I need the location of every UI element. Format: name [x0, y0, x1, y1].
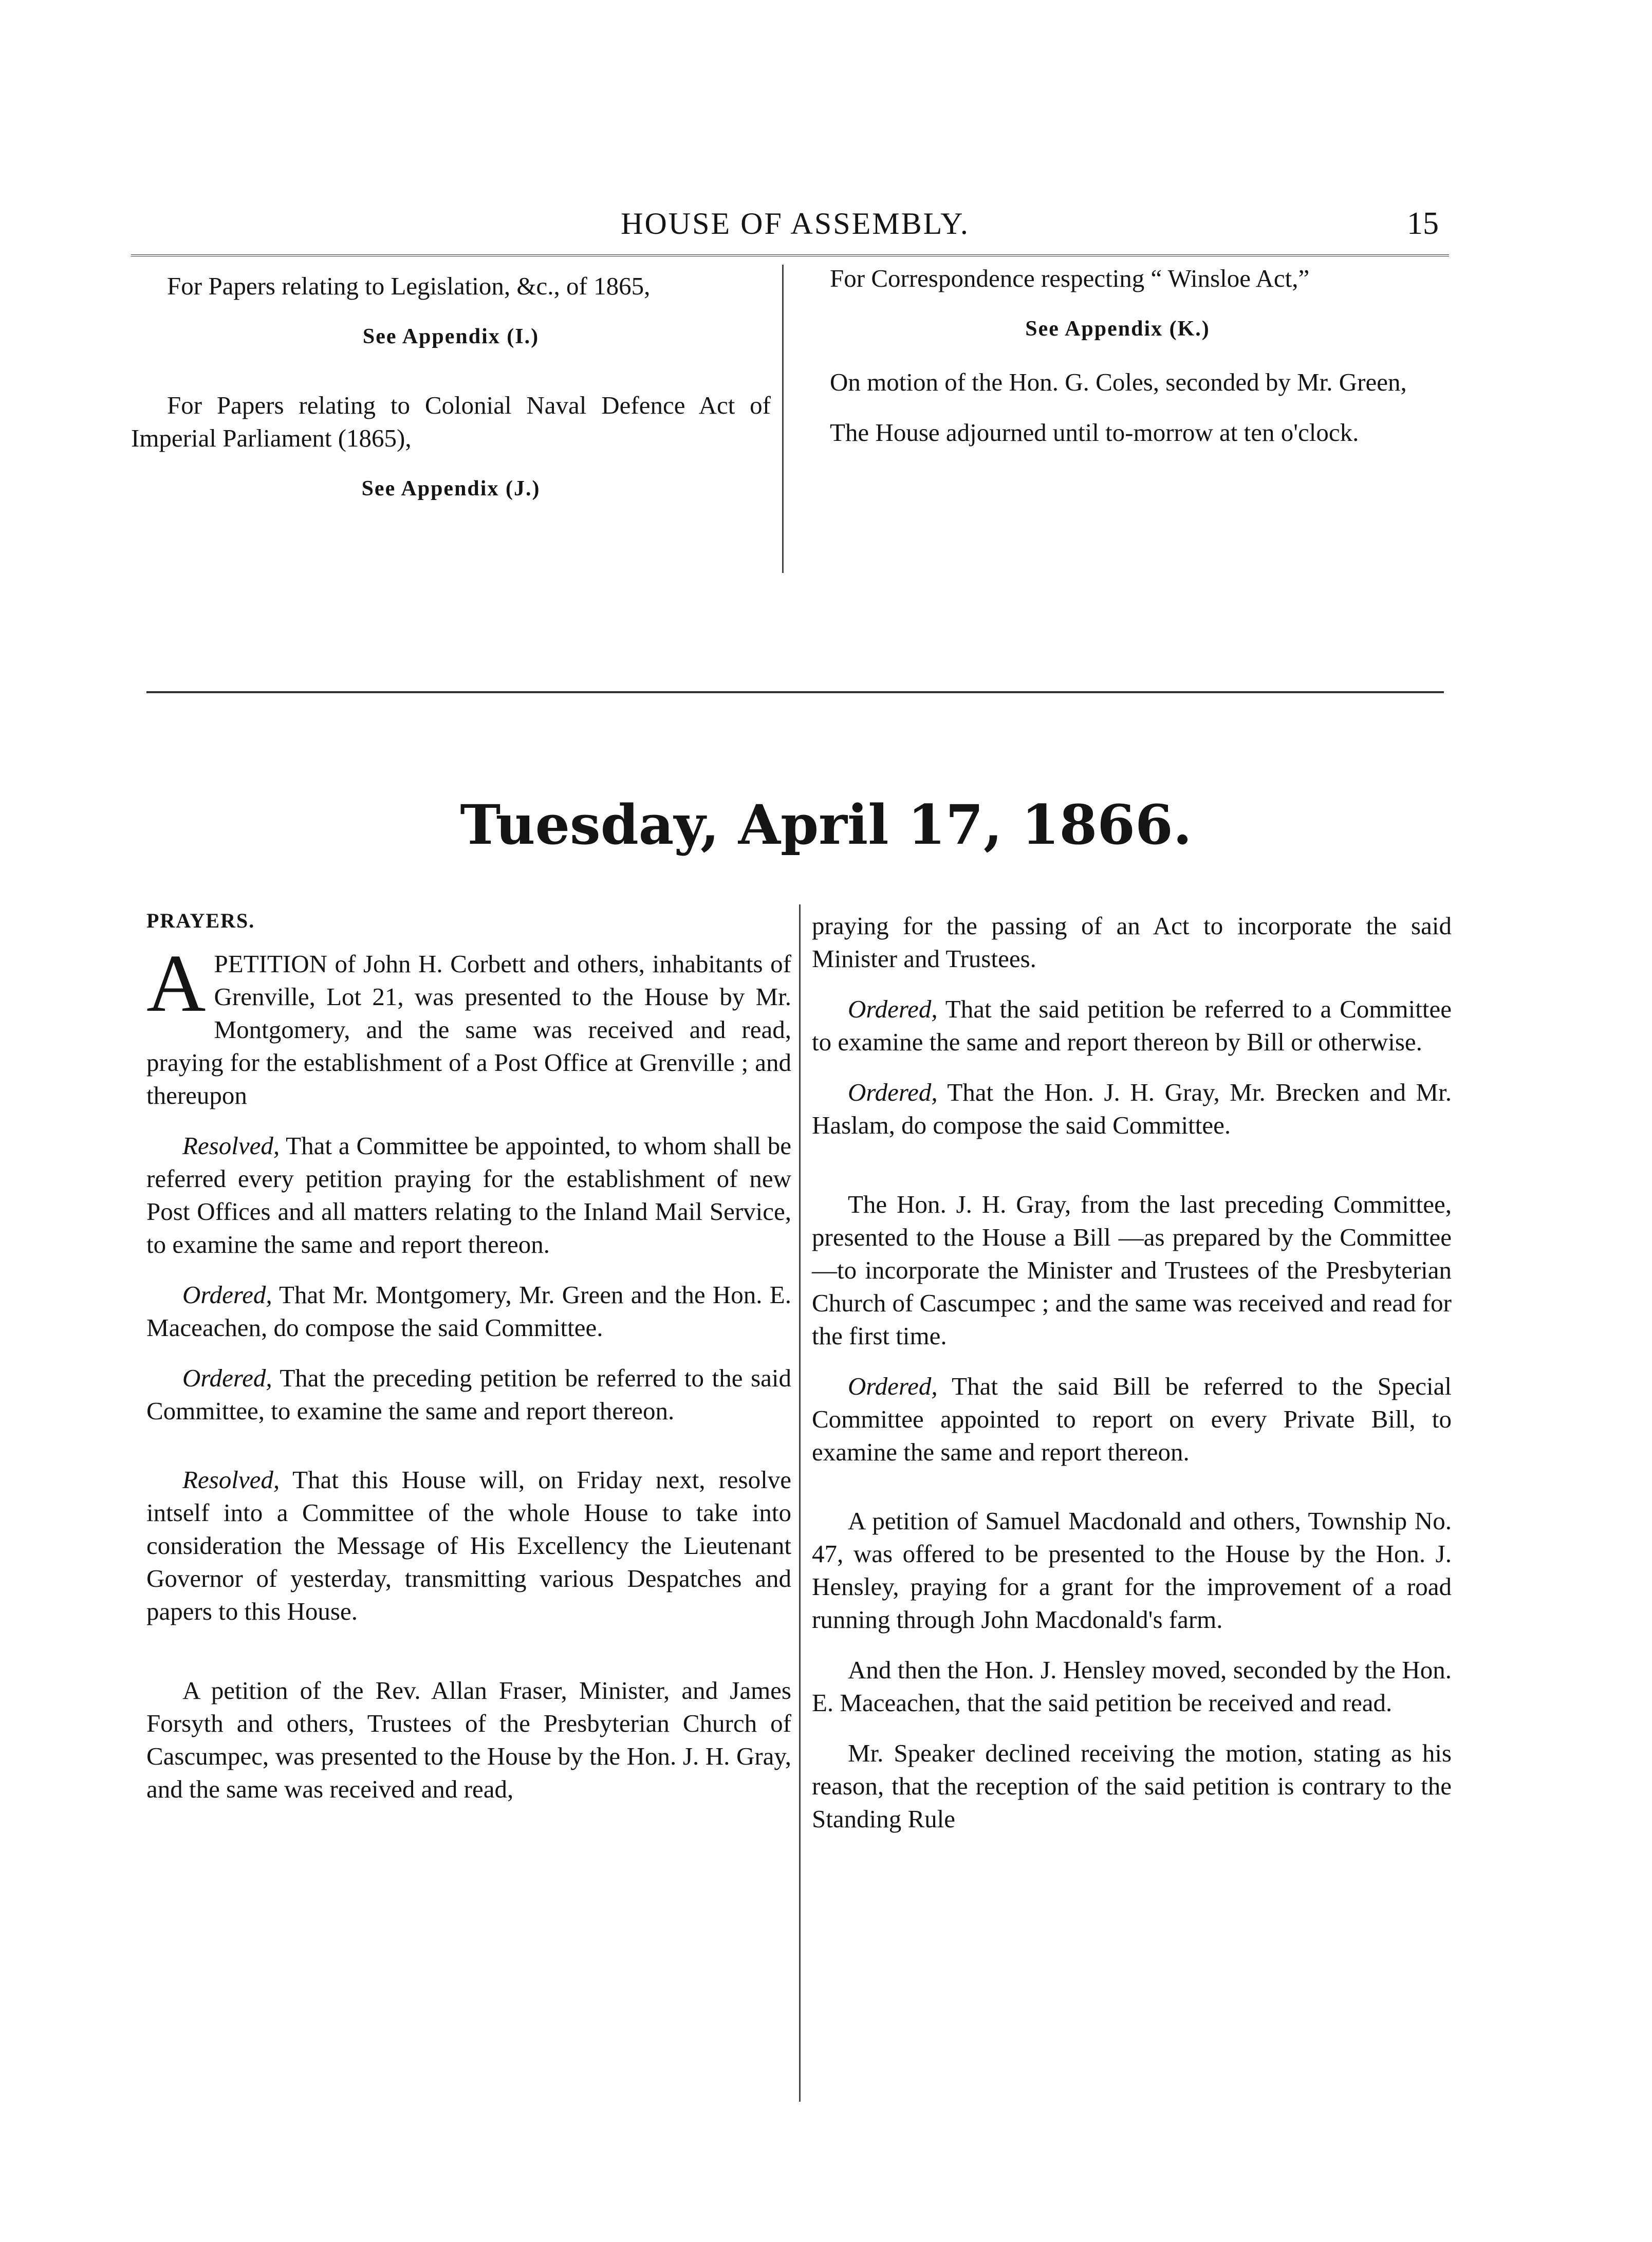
paragraph: APETITION of John H. Corbett and others, inhabitants of Grenville, Lot 21, was presented to the House by Mr. Montgomery, and the same was received and read, praying for the establishment of a Post Office at Grenville ; and thereupon	[146, 937, 791, 1109]
paragraph: A petition of the Rev. Allan Fraser, Minister, and James Forsyth and others, Trustees of the Presbyterian Church of Cascumpec, was presented to the House by the Hon. J. H. Gray, and the same was received and read,	[146, 1676, 791, 1803]
running-title: HOUSE OF ASSEMBLY.	[621, 207, 970, 240]
paragraph: Ordered, That the preceding petition be referred to the said Committee, to examine the same and report thereon.	[146, 1364, 791, 1425]
left-column	[146, 904, 791, 1823]
paragraph: Resolved, That a Committee be appointed, to whom shall be referred every petition praying for the establishment of new Post Offices and all matters relating to the Inland Mail Service, to examine the same and report thereon.	[146, 1132, 791, 1258]
drop-cap: A	[146, 937, 206, 1029]
page-number: 15	[1407, 206, 1439, 241]
appendix-reference: See Appendix (K.)	[1025, 317, 1210, 341]
paragraph: For Papers relating to Colonial Naval Defence Act of Imperial Parliament (1865),	[131, 391, 771, 452]
paragraph: The House adjourned until to-morrow at ten o'clock.	[830, 418, 1359, 447]
column-divider	[799, 904, 801, 2102]
top-right-column	[794, 262, 1441, 467]
paragraph: Ordered, That the said Bill be referred to the Special Committee appointed to report on every Private Bill, to examine the same and report thereon.	[812, 1372, 1452, 1466]
paragraph: Mr. Speaker declined receiving the motion, stating as his reason, that the reception of the said petition is contrary to the Standing Rule	[812, 1739, 1452, 1833]
paragraph: For Correspondence respecting “ Winsloe Act,”	[830, 264, 1310, 292]
paragraph: praying for the passing of an Act to incorporate the said Minister and Trustees.	[812, 912, 1452, 973]
right-column	[812, 910, 1452, 1853]
paragraph: On motion of the Hon. G. Coles, seconded by Mr. Green,	[830, 368, 1407, 396]
prayers-heading: PRAYERS.	[146, 909, 255, 932]
appendix-reference: See Appendix (J.)	[361, 477, 541, 501]
top-left-column	[131, 270, 771, 541]
section-rule	[146, 691, 1444, 693]
appendix-reference: See Appendix (I.)	[362, 325, 540, 348]
paragraph: Ordered, That the Hon. J. H. Gray, Mr. Brecken and Mr. Haslam, do compose the said Committee.	[812, 1078, 1452, 1139]
column-divider	[782, 265, 784, 573]
paragraph: For Papers relating to Legislation, &c., of 1865,	[167, 272, 651, 300]
paragraph: Resolved, That this House will, on Friday next, resolve intself into a Committee of the whole House to take into consideration the Message of His Excellency the Lieutenant Governor of yesterday, transmitting various Despatches and papers to this House.	[146, 1466, 791, 1625]
header-rule	[131, 254, 1449, 256]
paragraph: A petition of Samuel Macdonald and others, Township No. 47, was offered to be presented to the House by the Hon. J. Hensley, praying for a grant for the improvement of a road running through John Macdonald's farm.	[812, 1507, 1452, 1634]
date-heading: Tuesday, April 17, 1866.	[460, 792, 1192, 857]
paragraph: The Hon. J. H. Gray, from the last preceding Committee, presented to the House a Bill —as prepared by the Committee—to incorporate the Minister and Trustees of the Presbyterian Church of Cascumpec ; and the same was received and read for the first time.	[812, 1190, 1452, 1350]
paragraph: Ordered, That the said petition be referred to a Committee to examine the same and report thereon by Bill or otherwise.	[812, 995, 1452, 1056]
paragraph: And then the Hon. J. Hensley moved, seconded by the Hon. E. Maceachen, that the said petition be received and read.	[812, 1656, 1452, 1717]
paragraph: Ordered, That Mr. Montgomery, Mr. Green and the Hon. E. Maceachen, do compose the said Committee.	[146, 1281, 791, 1342]
running-head	[146, 200, 1444, 247]
